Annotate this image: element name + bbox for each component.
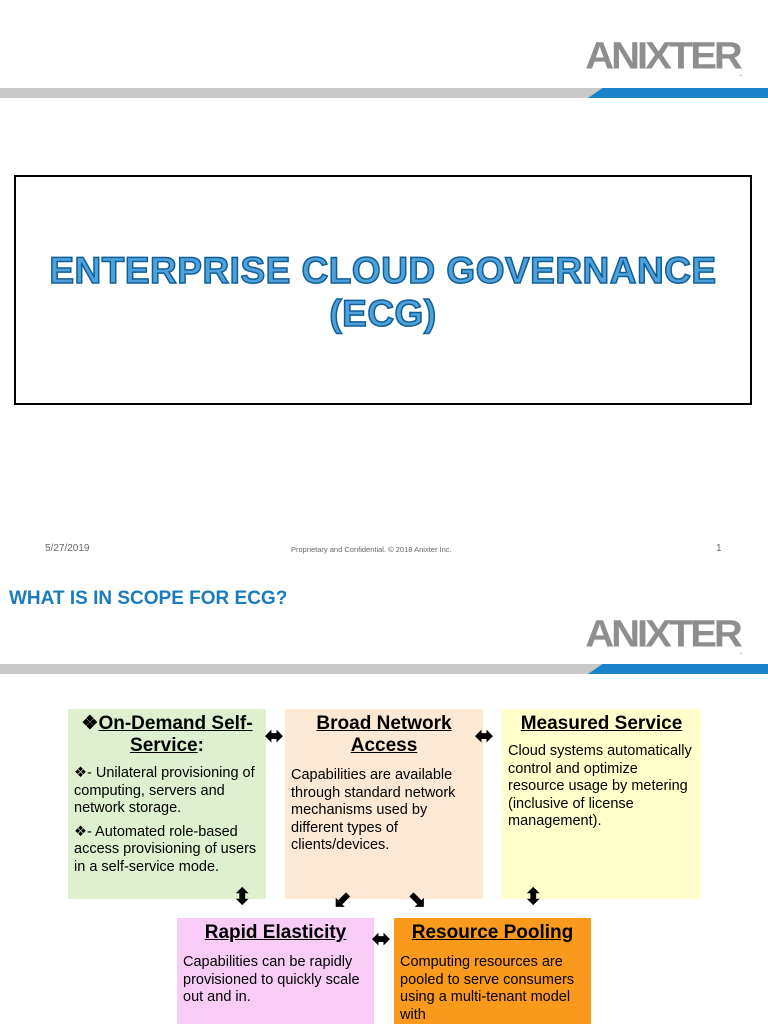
broad-network-body: Capabilities are available through standard network mechanisms used by different types of clients/devices. [291, 767, 456, 853]
header-accent [588, 88, 768, 98]
slide-title [16, 249, 750, 335]
resource-pooling-heading: Resource Pooling [411, 922, 574, 943]
anixter-logo: ANIXTER. [585, 35, 742, 78]
rapid-elasticity-body: Capabilities can be rapidly provisioned to quickly scale out and in. [183, 954, 360, 1005]
page-number: 1 [716, 543, 722, 554]
diamond-bullet-icon: ❖ [81, 713, 99, 734]
measured-service-heading: Measured Service [520, 713, 683, 734]
title-line-2: (ECG) [329, 293, 437, 334]
double-arrow-vertical-icon: ⬍ [233, 884, 252, 909]
resource-pooling-body: Computing resources are pooled to serve consumers using a multi-tenant model with [400, 954, 575, 1023]
footer-date: 5/27/2019 [45, 543, 90, 554]
double-arrow-diagonal-icon: ⬊ [408, 887, 427, 912]
broad-network-access-box [285, 709, 483, 899]
broad-network-heading: Broad Network Access [316, 713, 452, 756]
double-arrow-vertical-icon: ⬍ [524, 884, 543, 909]
double-arrow-horizontal-icon: ⬌ [475, 723, 494, 748]
anixter-logo: ANIXTER. [585, 613, 742, 656]
rapid-elasticity-box [177, 918, 374, 1024]
header-accent [588, 664, 768, 674]
on-demand-bullet-1: ❖- Unilateral provisioning of computing, servers and network storage. [74, 765, 255, 816]
measured-service-box [502, 709, 701, 899]
on-demand-bullet-2: ❖- Automated role-based access provisioning of users in a self-service mode. [74, 823, 257, 875]
double-arrow-horizontal-icon: ⬌ [372, 926, 391, 951]
title-box [14, 175, 752, 405]
rapid-elasticity-heading: Rapid Elasticity [204, 922, 347, 943]
footer-copyright: Proprietary and Confidential. © 2018 Anixter Inc. [291, 545, 452, 554]
on-demand-heading: ❖On-Demand Self-Service: [81, 713, 253, 756]
slide-2 [0, 568, 768, 1024]
resource-pooling-box [394, 918, 591, 1024]
double-arrow-diagonal-icon: ⬋ [333, 887, 352, 912]
title-line-1: ENTERPRISE CLOUD GOVERNANCE [49, 250, 717, 291]
slide-2-title: WHAT IS IN SCOPE FOR ECG? [9, 588, 288, 609]
measured-service-body: Cloud systems automatically control and optimize resource usage by metering (inclusive of license management). [508, 743, 692, 829]
double-arrow-horizontal-icon: ⬌ [265, 723, 284, 748]
on-demand-self-service-box [68, 709, 266, 899]
